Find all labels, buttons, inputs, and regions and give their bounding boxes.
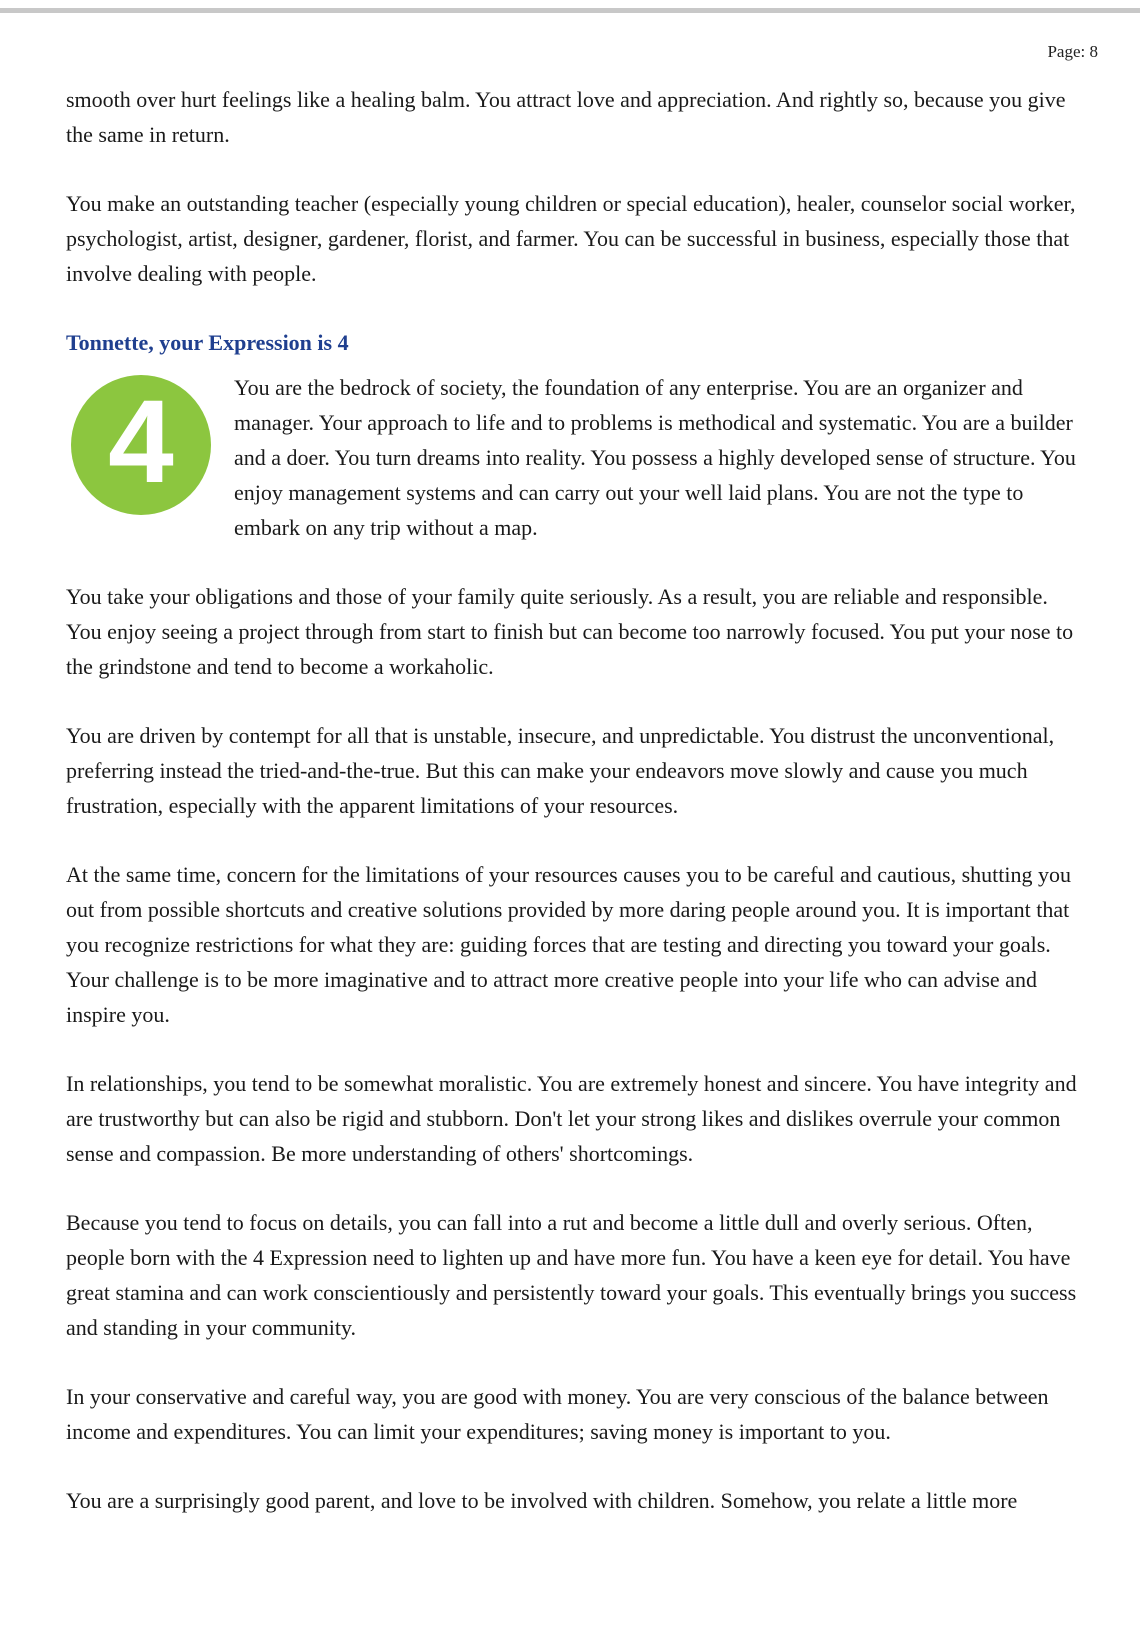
number-four-badge-icon <box>70 374 212 516</box>
badge-number: 4 <box>108 376 174 508</box>
document-body <box>66 82 1086 1518</box>
paragraph: You are driven by contempt for all that is unstable, insecure, and unpredictable. You distrust the unconventional, preferring instead the tried-and-the-true. But this can make your endeavors move slowly and cause you much frustration, especially with the apparent limitations of your resources. <box>66 723 1055 818</box>
paragraph: Because you tend to focus on details, you can fall into a rut and become a little dull and overly serious. Often, people born with the 4 Expression need to lighten up and have more fun. You have a keen eye for detail. You have great stamina and can work conscientiously and persistently toward your goals. This eventually brings you success and standing in your community. <box>66 1210 1077 1340</box>
top-divider <box>0 8 1140 13</box>
expression-intro-paragraph: You are the bedrock of society, the foundation of any enterprise. You are an organizer and manager. Your approach to life and to problems is methodical and systematic. You are a builder and a doer. You turn dreams into reality. You possess a highly developed sense of structure. You enjoy management systems and can carry out your well laid plans. You are not the type to embark on any trip without a map. <box>234 375 1076 540</box>
section-heading: Tonnette, your Expression is 4 <box>66 330 349 355</box>
paragraph: You take your obligations and those of your family quite seriously. As a result, you are reliable and responsible. You enjoy seeing a project through from start to finish but can become too narrowly focused. You put your nose to the grindstone and tend to become a workaholic. <box>66 584 1074 679</box>
paragraph: You are a surprisingly good parent, and love to be involved with children. Somehow, you relate a little more <box>66 1488 1018 1513</box>
paragraph: In your conservative and careful way, you are good with money. You are very conscious of the balance between income and expenditures. You can limit your expenditures; saving money is important to you. <box>66 1384 1049 1444</box>
expression-intro-block <box>66 370 1086 545</box>
paragraph: In relationships, you tend to be somewhat moralistic. You are extremely honest and sincere. You have integrity and are trustworthy but can also be rigid and stubborn. Don't let your strong likes and dislikes overrule your common sense and compassion. Be more understanding of others' shortcomings. <box>66 1071 1077 1166</box>
paragraph: At the same time, concern for the limitations of your resources causes you to be careful and cautious, shutting you out from possible shortcuts and creative solutions provided by more daring people around you. It is important that you recognize restrictions for what they are: guiding forces that are testing and directing you toward your goals. Your challenge is to be more imaginative and to attract more creative people into your life who can advise and inspire you. <box>66 862 1071 1027</box>
paragraph: You make an outstanding teacher (especially young children or special education), healer, counselor social worker, psychologist, artist, designer, gardener, florist, and farmer. You can be successful in business, especially those that involve dealing with people. <box>66 191 1076 286</box>
page-number: Page: 8 <box>1047 42 1098 61</box>
paragraph: smooth over hurt feelings like a healing balm. You attract love and appreciation. And rightly so, because you give the same in return. <box>66 87 1066 147</box>
